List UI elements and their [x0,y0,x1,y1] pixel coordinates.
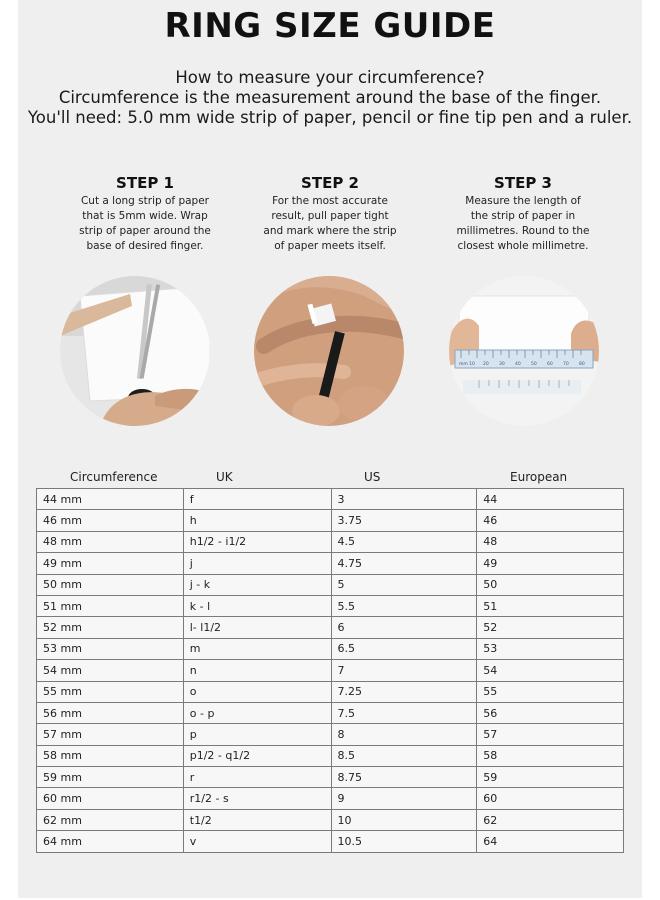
table-row [37,574,624,595]
table-row [37,702,624,723]
intro-definition: Circumference is the measurement around the base of the finger. [58,88,602,107]
ruler-label: 60 [547,362,553,367]
circumference-cell: 56 mm [37,702,184,723]
table-row [37,617,624,638]
table-row [37,510,624,531]
page-title: RING SIZE GUIDE [164,6,496,46]
us-size-cell: 8.5 [331,745,477,766]
us-size-cell: 8.75 [331,767,477,788]
ruler-label: 30 [499,362,505,367]
european-size-cell: 44 [477,489,624,510]
intro-text [18,68,642,128]
step-3 [438,174,608,254]
uk-size-cell: k - l [183,595,331,616]
step-3-line: millimetres. Round to the [456,225,590,237]
step-1-line: strip of paper around the [79,225,211,237]
uk-size-cell: j [183,553,331,574]
circumference-cell: 59 mm [37,767,184,788]
uk-size-cell: f [183,489,331,510]
european-size-cell: 53 [477,638,624,659]
step-1-text [60,194,230,254]
us-size-cell: 10.5 [331,831,477,852]
table-row [37,767,624,788]
european-size-cell: 52 [477,617,624,638]
ring-size-guide-page [18,0,642,898]
ruler-label: 50 [531,362,537,367]
us-size-cell: 7 [331,660,477,681]
us-size-cell: 8 [331,724,477,745]
european-size-cell: 48 [477,531,624,552]
european-size-cell: 49 [477,553,624,574]
step-1-line: base of desired finger. [86,240,204,252]
circumference-cell: 46 mm [37,510,184,531]
us-size-cell: 3 [331,489,477,510]
european-size-cell: 54 [477,660,624,681]
circumference-cell: 48 mm [37,531,184,552]
ruler-label: 40 [515,362,521,367]
table-row [37,531,624,552]
paper-strip-on-ruler-illustration [449,276,599,426]
step-2-heading: STEP 2 [301,174,359,192]
us-size-cell: 7.25 [331,681,477,702]
table-row [37,681,624,702]
european-size-cell: 56 [477,702,624,723]
table-row [37,595,624,616]
column-header-uk: UK [216,470,233,484]
european-size-cell: 59 [477,767,624,788]
column-header-us: US [364,470,381,484]
step-1 [60,174,230,254]
us-size-cell: 4.75 [331,553,477,574]
uk-size-cell: n [183,660,331,681]
circumference-cell: 52 mm [37,617,184,638]
step-1-line: Cut a long strip of paper [80,195,210,207]
step-2-line: of paper meets itself. [274,240,386,252]
circumference-cell: 62 mm [37,809,184,830]
uk-size-cell: v [183,831,331,852]
uk-size-cell: h1/2 - i1/2 [183,531,331,552]
european-size-cell: 60 [477,788,624,809]
hand-marking-paper-strip-illustration [254,276,404,426]
step-1-line: that is 5mm wide. Wrap [82,210,208,222]
step-3-text [438,194,608,254]
european-size-cell: 64 [477,831,624,852]
table-row [37,809,624,830]
circumference-cell: 64 mm [37,831,184,852]
column-header-european: European [510,470,568,484]
ruler-label: 70 [563,362,569,367]
uk-size-cell: o - p [183,702,331,723]
uk-size-cell: r1/2 - s [183,788,331,809]
step-3-image [449,276,599,426]
circumference-cell: 50 mm [37,574,184,595]
table-row [37,745,624,766]
circumference-cell: 57 mm [37,724,184,745]
us-size-cell: 3.75 [331,510,477,531]
ruler-label: 80 [579,362,585,367]
circumference-cell: 44 mm [37,489,184,510]
step-3-heading: STEP 3 [494,174,552,192]
ruler-label: 20 [483,362,489,367]
table-row [37,831,624,852]
circumference-cell: 53 mm [37,638,184,659]
us-size-cell: 4.5 [331,531,477,552]
table-row [37,788,624,809]
table-row [37,660,624,681]
uk-size-cell: m [183,638,331,659]
circumference-cell: 58 mm [37,745,184,766]
step-1-heading: STEP 1 [116,174,174,192]
circumference-cell: 51 mm [37,595,184,616]
intro-requirements: You'll need: 5.0 mm wide strip of paper, pencil or fine tip pen and a ruler. [27,108,633,127]
step-3-line: the strip of paper in [470,210,576,222]
european-size-cell: 46 [477,510,624,531]
uk-size-cell: r [183,767,331,788]
uk-size-cell: p1/2 - q1/2 [183,745,331,766]
uk-size-cell: p [183,724,331,745]
uk-size-cell: h [183,510,331,531]
circumference-cell: 49 mm [37,553,184,574]
column-header-circumference: Circumference [70,470,158,484]
table-row [37,489,624,510]
us-size-cell: 6.5 [331,638,477,659]
step-2-line: For the most accurate [272,195,388,207]
european-size-cell: 58 [477,745,624,766]
table-row [37,553,624,574]
step-1-image [60,276,210,426]
us-size-cell: 10 [331,809,477,830]
step-3-line: closest whole millimetre. [457,240,589,252]
circumference-cell: 55 mm [37,681,184,702]
us-size-cell: 5.5 [331,595,477,616]
table-row [37,638,624,659]
scissors-cutting-paper-illustration [60,276,210,426]
uk-size-cell: j - k [183,574,331,595]
us-size-cell: 6 [331,617,477,638]
table-row [37,724,624,745]
european-size-cell: 57 [477,724,624,745]
ruler-label: mm 10 [459,362,475,367]
circumference-cell: 54 mm [37,660,184,681]
uk-size-cell: t1/2 [183,809,331,830]
european-size-cell: 62 [477,809,624,830]
ring-size-table-body [37,489,624,853]
us-size-cell: 9 [331,788,477,809]
european-size-cell: 51 [477,595,624,616]
circumference-cell: 60 mm [37,788,184,809]
us-size-cell: 7.5 [331,702,477,723]
step-2-text [245,194,415,254]
european-size-cell: 55 [477,681,624,702]
uk-size-cell: o [183,681,331,702]
step-2-line: and mark where the strip [263,225,397,237]
uk-size-cell: l- l1/2 [183,617,331,638]
step-2-line: result, pull paper tight [271,210,389,222]
us-size-cell: 5 [331,574,477,595]
ring-size-table [36,488,624,853]
intro-question: How to measure your circumference? [175,68,485,87]
european-size-cell: 50 [477,574,624,595]
step-2-image [254,276,404,426]
step-3-line: Measure the length of [465,195,581,207]
step-2 [245,174,415,254]
